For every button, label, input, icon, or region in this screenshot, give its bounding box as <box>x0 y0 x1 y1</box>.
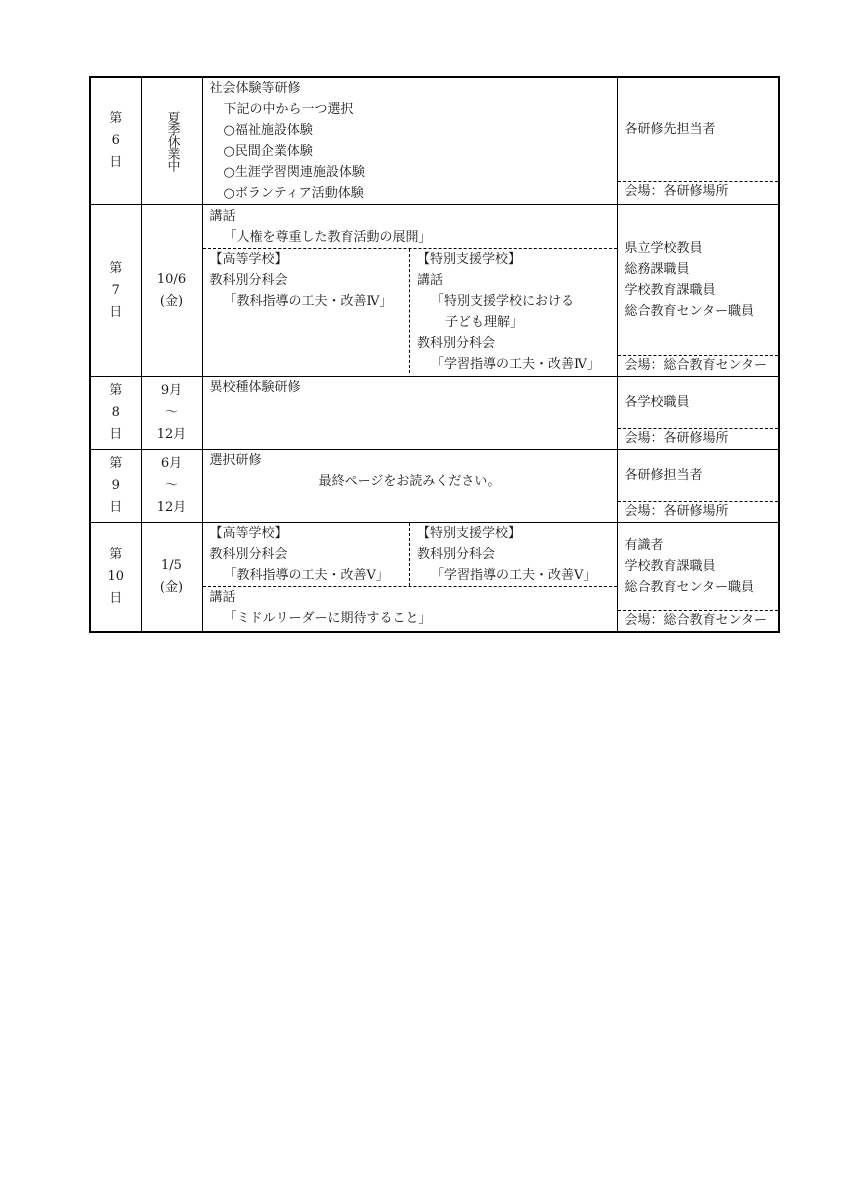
talk-title: 「ミドルリーダーに期待すること」 <box>223 611 432 626</box>
content-line: 教科別分科会 <box>209 273 288 288</box>
group-heading: 【高等学校】 <box>209 252 288 267</box>
day-label: 日 <box>109 500 123 515</box>
content-line: 教科別分科会 <box>417 336 496 351</box>
date-text: 9月 <box>160 383 183 398</box>
group-heading: 【高等学校】 <box>209 526 288 541</box>
date-text: 6月 <box>160 456 183 471</box>
date-cell <box>141 450 202 523</box>
day-label: 第 <box>109 260 123 276</box>
day-label: 第 <box>109 456 123 471</box>
session-title: 選択研修 <box>209 453 262 468</box>
staff-cell <box>617 450 779 523</box>
venue-text: 会場：総合教育センター <box>618 355 779 376</box>
day-number: 7 <box>111 282 120 298</box>
day-cell <box>90 77 141 205</box>
venue-text: 会場：各研修場所 <box>618 501 779 522</box>
weekday-text: (金) <box>159 580 184 595</box>
day-label: 日 <box>109 427 123 442</box>
table-row-day-10 <box>90 523 779 633</box>
day-label: 第 <box>109 547 123 562</box>
date-text: 12月 <box>156 427 187 442</box>
content-cell <box>202 377 617 450</box>
high-school-block <box>203 523 411 586</box>
staff-cell <box>617 377 779 450</box>
day-cell <box>90 450 141 523</box>
high-school-block <box>203 249 411 373</box>
staff-cell <box>617 77 779 205</box>
special-support-block <box>410 523 617 586</box>
day-label: 日 <box>109 155 123 170</box>
content-line: 教科別分科会 <box>209 547 288 562</box>
option-item: ○ボランティア活動体験 <box>223 186 364 201</box>
venue-text: 会場：各研修場所 <box>618 181 779 202</box>
day-number: 8 <box>111 405 120 420</box>
table-row-day-9 <box>90 450 779 523</box>
day-label: 第 <box>109 383 123 398</box>
table-row-day-8 <box>90 377 779 450</box>
content-cell <box>202 205 617 377</box>
date-text: 10/6 <box>156 271 187 287</box>
staff-cell <box>617 523 779 633</box>
date-text: 12月 <box>156 500 187 515</box>
day-cell <box>90 523 141 633</box>
staff-name: 学校教育課職員 <box>624 283 716 298</box>
day-number: 6 <box>111 133 120 148</box>
content-line: 「特別支援学校における <box>431 294 575 309</box>
day-number: 9 <box>111 478 120 493</box>
content-cell <box>202 523 617 633</box>
session-title: 講話 <box>209 590 236 605</box>
table-row-day-6 <box>90 77 779 205</box>
staff-cell <box>617 205 779 377</box>
day-cell <box>90 377 141 450</box>
date-text: 1/5 <box>161 558 182 573</box>
table-row-day-7 <box>90 205 779 377</box>
staff-name: 総合教育センター職員 <box>624 580 754 595</box>
talk-title: 「人権を尊重した教育活動の展開」 <box>223 230 432 245</box>
date-cell <box>141 77 202 205</box>
session-title: 講話 <box>209 209 236 224</box>
group-heading: 【特別支援学校】 <box>417 252 522 267</box>
day-number: 10 <box>107 569 125 584</box>
content-line: 「学習指導の工夫・改善Ⅳ」 <box>431 357 600 372</box>
date-cell <box>141 523 202 633</box>
day-label: 第 <box>109 111 123 126</box>
date-range-symbol: ～ <box>164 405 178 420</box>
option-item: ○生涯学習関連施設体験 <box>223 165 365 180</box>
staff-name: 学校教育課職員 <box>624 559 716 574</box>
staff-name: 有識者 <box>624 538 664 553</box>
period-text: 夏季休業中 <box>164 111 180 171</box>
content-line: 講話 <box>417 273 444 288</box>
content-cell <box>202 450 617 523</box>
content-line: 下記の中から一つ選択 <box>223 102 354 117</box>
session-title: 社会体験等研修 <box>209 81 301 96</box>
staff-name: 県立学校教員 <box>624 241 703 256</box>
date-cell <box>141 377 202 450</box>
date-range-symbol: ～ <box>164 478 178 493</box>
day-label: 日 <box>109 591 123 606</box>
content-line: 教科別分科会 <box>417 547 496 562</box>
staff-name: 各学校職員 <box>624 395 690 410</box>
staff-name: 総合教育センター職員 <box>624 304 754 319</box>
content-line: 「学習指導の工夫・改善Ⅴ」 <box>431 568 597 583</box>
content-line: 「教科指導の工夫・改善Ⅴ」 <box>223 568 389 583</box>
content-cell <box>202 77 617 205</box>
staff-name: 各研修先担当者 <box>624 122 716 137</box>
training-schedule-table <box>89 76 780 633</box>
note-text: 最終ページをお読みください。 <box>318 474 501 489</box>
option-item: ○福祉施設体験 <box>223 123 313 138</box>
weekday-text: (金) <box>159 293 184 309</box>
group-heading: 【特別支援学校】 <box>417 526 522 541</box>
date-cell <box>141 205 202 377</box>
day-cell <box>90 205 141 377</box>
special-support-block <box>410 249 617 373</box>
session-title: 異校種体験研修 <box>209 380 301 395</box>
content-line: 子ども理解」 <box>445 315 524 330</box>
option-item: ○民間企業体験 <box>223 144 313 159</box>
day-label: 日 <box>109 304 123 320</box>
venue-text: 会場：各研修場所 <box>618 428 779 449</box>
venue-text: 会場：総合教育センター <box>618 610 779 631</box>
staff-name: 総務課職員 <box>624 262 690 277</box>
staff-name: 各研修担当者 <box>624 468 703 483</box>
content-line: 「教科指導の工夫・改善Ⅳ」 <box>223 294 393 309</box>
